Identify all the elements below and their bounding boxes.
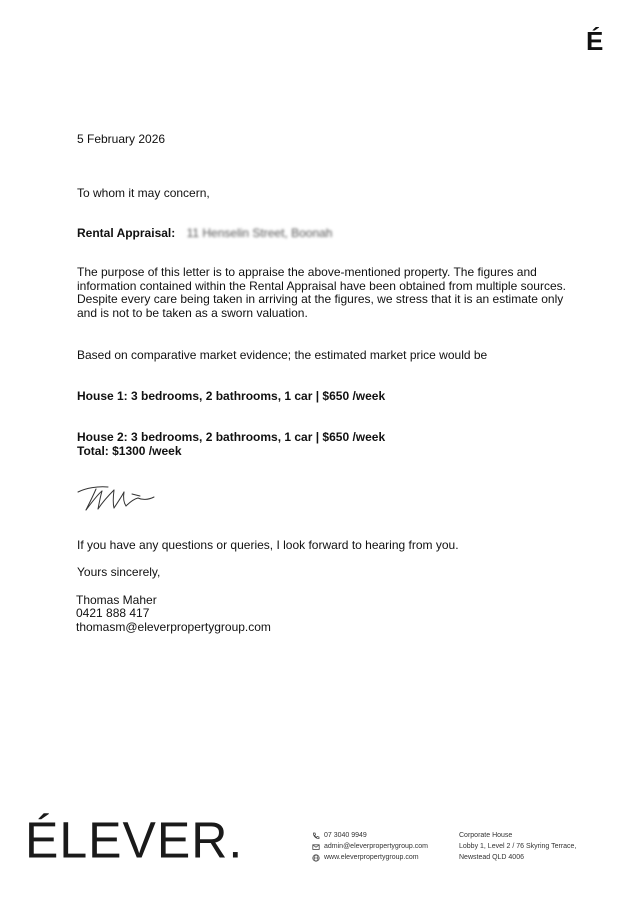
paragraph-line: information contained within the Rental Appraisal have been obtained from multiple sources. — [77, 278, 566, 293]
paragraph-line: and is not to be taken as a sworn valuation. — [77, 305, 308, 320]
footer-email-row — [312, 841, 428, 852]
footer-contact — [312, 830, 428, 863]
purpose-paragraph — [77, 266, 577, 320]
signer-name: Thomas Maher — [76, 593, 157, 607]
signer-email: thomasm@eleverpropertygroup.com — [76, 620, 271, 634]
letter-date: 5 February 2026 — [77, 132, 166, 146]
footer-address — [459, 830, 576, 863]
globe-icon — [312, 854, 320, 862]
appraisal-heading — [77, 226, 332, 240]
mail-icon — [312, 843, 320, 851]
footer-phone-row — [312, 830, 428, 841]
appraisal-address-redacted: 11 Henselin Street, Boonah — [186, 226, 333, 240]
paragraph-line: The purpose of this letter is to appraise the above-mentioned property. The figures and — [77, 265, 537, 279]
brand-logo-mark: É — [586, 26, 603, 56]
signer-phone: 0421 888 417 — [76, 606, 150, 620]
footer-address-line: Lobby 1, Level 2 / 76 Skyring Terrace, — [459, 843, 577, 850]
house-1-estimate: House 1: 3 bedrooms, 2 bathrooms, 1 car | $650 /week — [77, 389, 386, 403]
handwritten-signature — [76, 480, 158, 514]
footer-website-row — [312, 852, 428, 863]
footer-website: www.eleverpropertygroup.com — [324, 854, 419, 861]
house-2-estimate: House 2: 3 bedrooms, 2 bathrooms, 1 car | $650 /week — [77, 430, 386, 444]
evidence-line: Based on comparative market evidence; the estimated market price would be — [77, 348, 488, 362]
closing: Yours sincerely, — [77, 565, 161, 579]
footer-email: admin@eleverpropertygroup.com — [324, 843, 428, 850]
footer-address-title: Corporate House — [459, 832, 513, 839]
total-estimate: Total: $1300 /week — [77, 444, 182, 458]
footer-brand-logo: ÉLEVER. — [25, 811, 244, 869]
paragraph-line: Despite every care being taken in arriving at the figures, we stress that it is an estimate only — [77, 292, 564, 306]
questions-line: If you have any questions or queries, I look forward to hearing from you. — [77, 538, 459, 552]
salutation: To whom it may concern, — [77, 186, 210, 200]
appraisal-label: Rental Appraisal: — [77, 226, 176, 240]
footer-phone: 07 3040 9949 — [324, 832, 367, 839]
footer-address-line: Newstead QLD 4006 — [459, 854, 524, 861]
phone-icon — [312, 832, 320, 840]
